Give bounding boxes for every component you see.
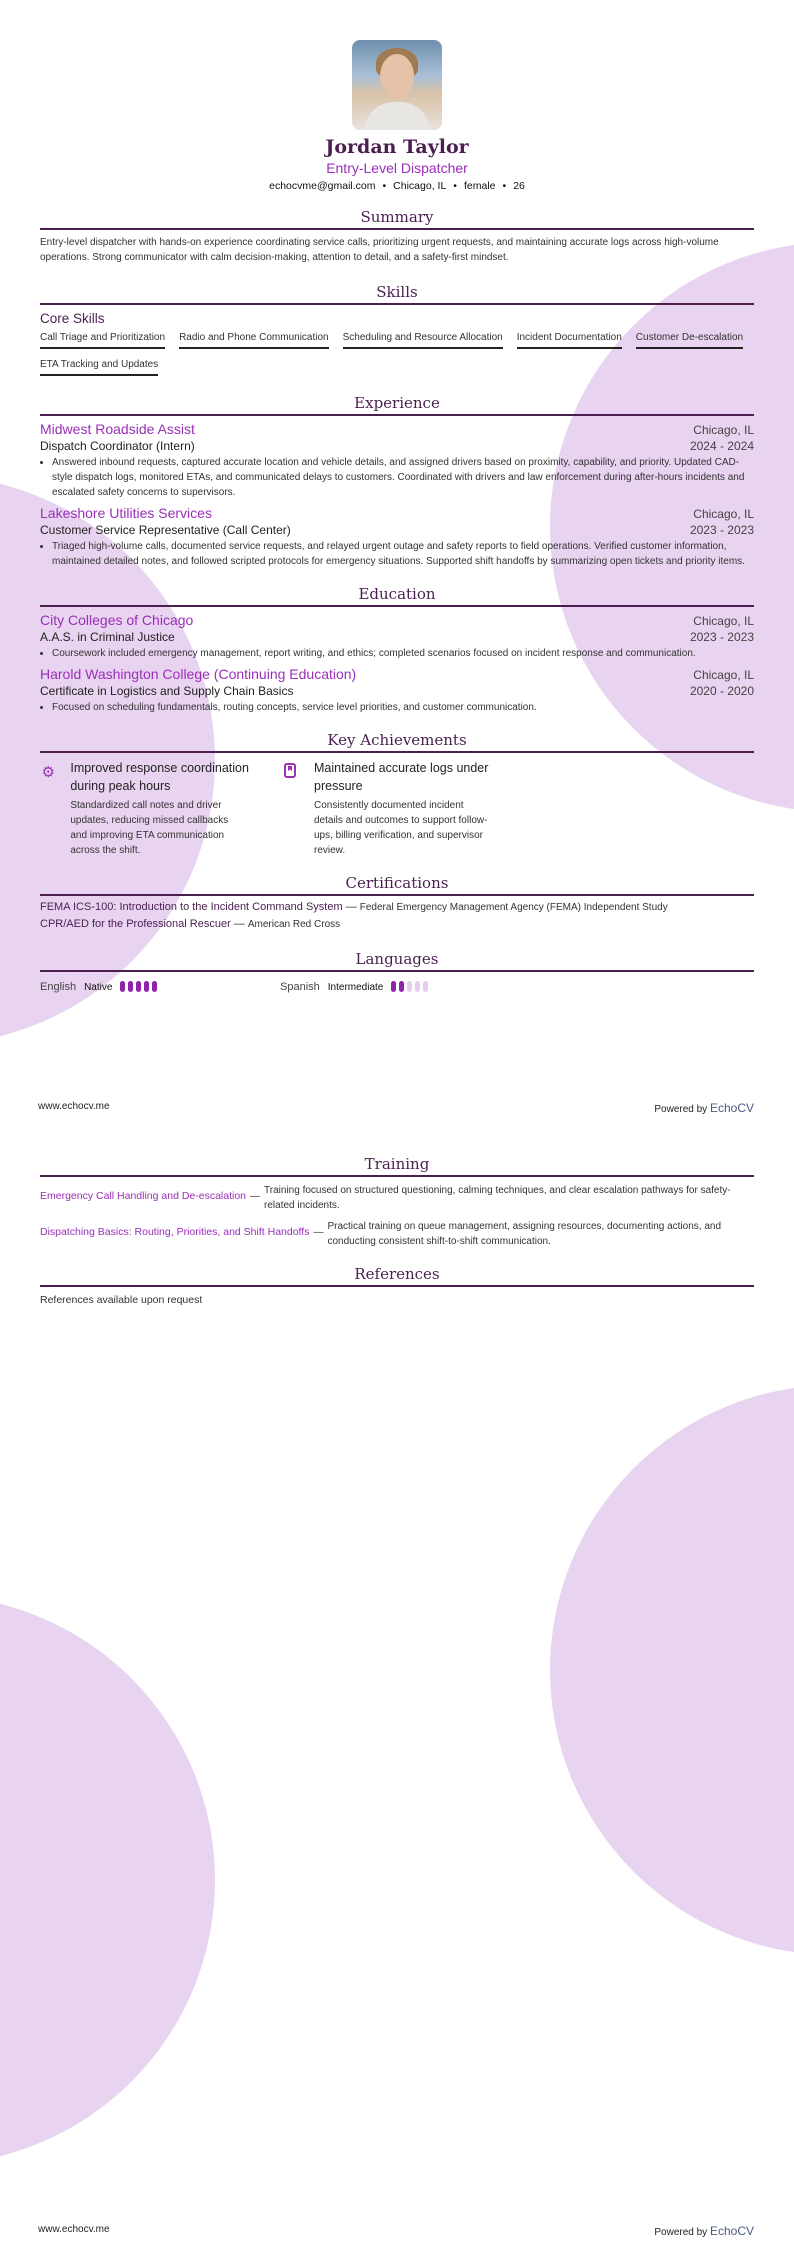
- section-heading-references: References: [40, 1265, 754, 1287]
- entry-location: Chicago, IL: [693, 507, 754, 521]
- job-role: Dispatch Coordinator (Intern): [40, 439, 195, 453]
- footer: [38, 1101, 754, 1115]
- skills-list: [40, 328, 754, 382]
- education-entry: [40, 666, 754, 715]
- rating-pip: [128, 981, 133, 992]
- skill-item: ETA Tracking and Updates: [40, 355, 158, 376]
- company-name: Lakeshore Utilities Services: [40, 505, 212, 521]
- job-title: Entry-Level Dispatcher: [326, 160, 468, 176]
- language-level: Intermediate: [327, 981, 384, 993]
- location: Chicago, IL: [393, 180, 447, 192]
- achievement-desc: Standardized call notes and driver updates, reducing missed callbacks and improving ETA communication across the shift.: [70, 800, 229, 856]
- powered-by: Powered by: [654, 2227, 708, 2238]
- language-item: [280, 978, 520, 996]
- decor-circle: [550, 1385, 794, 1955]
- entry-bullet: • Coursework included emergency management, report writing, and ethics; completed scenarios focused on incident response and communication.: [52, 646, 754, 661]
- certification-item: FEMA ICS-100: Introduction to the Incident Command System — Federal Emergency Management Agency (FEMA) Independent Study: [40, 901, 668, 913]
- powered-by: Powered by: [654, 1104, 708, 1115]
- entry-bullet: • Focused on scheduling fundamentals, routing concepts, service level priorities, and customer communication.: [52, 700, 754, 715]
- rating-pip: [415, 981, 420, 992]
- brand-logo[interactable]: EchoCV: [709, 2224, 754, 2238]
- language-rating: [391, 978, 431, 996]
- skill-item: Scheduling and Resource Allocation: [343, 328, 503, 349]
- training-name: Dispatching Basics: Routing, Priorities, and Shift Handoffs: [40, 1226, 310, 1238]
- language-level: Native: [84, 981, 113, 993]
- cert-issuer: American Red Cross: [247, 919, 341, 930]
- section-heading-summary: Summary: [40, 208, 754, 230]
- footer-site-link[interactable]: www.echocv.me: [38, 1101, 110, 1112]
- section-heading-achievements: Key Achievements: [40, 731, 754, 753]
- language-name: Spanish: [280, 981, 320, 993]
- languages-list: [40, 978, 754, 996]
- training-desc: Training focused on structured questioning, calming techniques, and clear escalation pathways for safety-related incidents.: [264, 1185, 731, 1211]
- training-item: Dispatching Basics: Routing, Priorities, and Shift Handoffs — Practical training on queue management, assigning resources, documenting actions, and conducting consistent shift-to-shift communication.: [40, 1219, 754, 1249]
- age: 26: [513, 180, 525, 192]
- skill-item: Radio and Phone Communication: [179, 328, 329, 349]
- education-entry: [40, 612, 754, 661]
- rating-pip: [144, 981, 149, 992]
- entry-dates: 2023 - 2023: [689, 523, 754, 537]
- footer-site-link[interactable]: www.echocv.me: [38, 2224, 110, 2235]
- skill-item: Call Triage and Prioritization: [40, 328, 165, 349]
- cert-issuer: Federal Emergency Management Agency (FEMA) Independent Study: [359, 902, 668, 913]
- section-heading-experience: Experience: [40, 394, 754, 416]
- rating-pip: [136, 981, 141, 992]
- company-name: Midwest Roadside Assist: [40, 421, 195, 437]
- entry-location: Chicago, IL: [693, 668, 754, 682]
- achievement-item: [40, 759, 280, 858]
- rating-pip: [399, 981, 404, 992]
- rating-pip: [152, 981, 157, 992]
- skill-item: Incident Documentation: [517, 328, 622, 349]
- entry-dates: 2024 - 2024: [689, 439, 754, 453]
- language-name: English: [40, 981, 77, 993]
- achievement-title: Improved response coordination during peak hours: [70, 761, 249, 793]
- email[interactable]: echocvme@gmail.com: [269, 180, 376, 192]
- brand-logo[interactable]: EchoCV: [709, 1101, 754, 1115]
- achievement-desc: Consistently documented incident details and outcomes to support follow-ups, billing verification, and supervisor review.: [314, 800, 488, 856]
- header: [40, 40, 754, 192]
- training-item: Emergency Call Handling and De-escalation — Training focused on structured questioning, calming techniques, and clear escalation pathways for safety-related incidents.: [40, 1183, 754, 1213]
- school-name: City Colleges of Chicago: [40, 612, 194, 628]
- gear-icon: ⚙: [41, 764, 55, 781]
- references-text: References available upon request: [40, 1294, 203, 1306]
- skill-group-title: Core Skills: [40, 311, 105, 326]
- school-name: Harold Washington College (Continuing Education): [40, 666, 357, 682]
- language-item: [40, 978, 280, 996]
- section-heading-skills: Skills: [40, 283, 754, 305]
- book-icon: [280, 763, 300, 858]
- skill-item: Customer De-escalation: [636, 328, 743, 349]
- entry-dates: 2020 - 2020: [689, 684, 754, 698]
- achievement-item: [280, 759, 520, 858]
- rating-pip: [423, 981, 428, 992]
- contact-info: echocvme@gmail.com • Chicago, IL • female • 26: [269, 180, 525, 192]
- rating-pip: [391, 981, 396, 992]
- language-rating: [120, 978, 160, 996]
- experience-entry: [40, 505, 754, 569]
- rating-pip: [120, 981, 125, 992]
- experience-entry: [40, 421, 754, 500]
- achievements-list: [40, 759, 754, 858]
- decor-circle: [0, 1595, 215, 2165]
- candidate-name: Jordan Taylor: [325, 136, 469, 158]
- page-2: [0, 1123, 794, 2246]
- footer: [38, 2224, 754, 2238]
- achievement-title: Maintained accurate logs under pressure: [314, 761, 489, 793]
- entry-bullet: • Triaged high-volume calls, documented service requests, and relayed urgent outage and safety reports to field operations. Verified customer information, maintained detailed notes, and followed scripted protocols for emergency situations. Supported shift handoffs by summarizing open tickets and priority items.: [52, 539, 754, 569]
- section-heading-training: Training: [40, 1155, 754, 1177]
- section-heading-languages: Languages: [40, 950, 754, 972]
- profile-photo: [352, 40, 442, 130]
- section-heading-certifications: Certifications: [40, 874, 754, 896]
- degree: A.A.S. in Criminal Justice: [40, 630, 175, 644]
- training-desc: Practical training on queue management, assigning resources, documenting actions, and conducting consistent shift-to-shift communication.: [327, 1221, 722, 1247]
- section-heading-education: Education: [40, 585, 754, 607]
- training-name: Emergency Call Handling and De-escalation: [40, 1190, 247, 1202]
- entry-location: Chicago, IL: [693, 614, 754, 628]
- entry-dates: 2023 - 2023: [689, 630, 754, 644]
- job-role: Customer Service Representative (Call Center): [40, 523, 291, 537]
- certification-item: CPR/AED for the Professional Rescuer — American Red Cross: [40, 918, 341, 930]
- entry-location: Chicago, IL: [693, 423, 754, 437]
- rating-pip: [407, 981, 412, 992]
- degree: Certificate in Logistics and Supply Chain Basics: [40, 684, 294, 698]
- gender: female: [463, 180, 496, 192]
- entry-bullet: • Answered inbound requests, captured accurate location and vehicle details, and assigned drivers based on proximity, capability, and priority. Updated CAD-style dispatch logs, monitored ETAs, and communicated delays to customers. Coordinated with drivers and law enforcement during after-hours incidents and escalated safety concerns to supervisors.: [52, 455, 754, 500]
- cert-name: FEMA ICS-100: Introduction to the Incident Command System: [40, 901, 343, 913]
- cert-name: CPR/AED for the Professional Rescuer: [40, 918, 231, 930]
- summary-text: Entry-level dispatcher with hands-on experience coordinating service calls, prioritizing urgent requests, and maintaining accurate logs across high-volume operations. Strong communicator with calm decision-making, attention to detail, and a safety-first mindset.: [40, 237, 719, 263]
